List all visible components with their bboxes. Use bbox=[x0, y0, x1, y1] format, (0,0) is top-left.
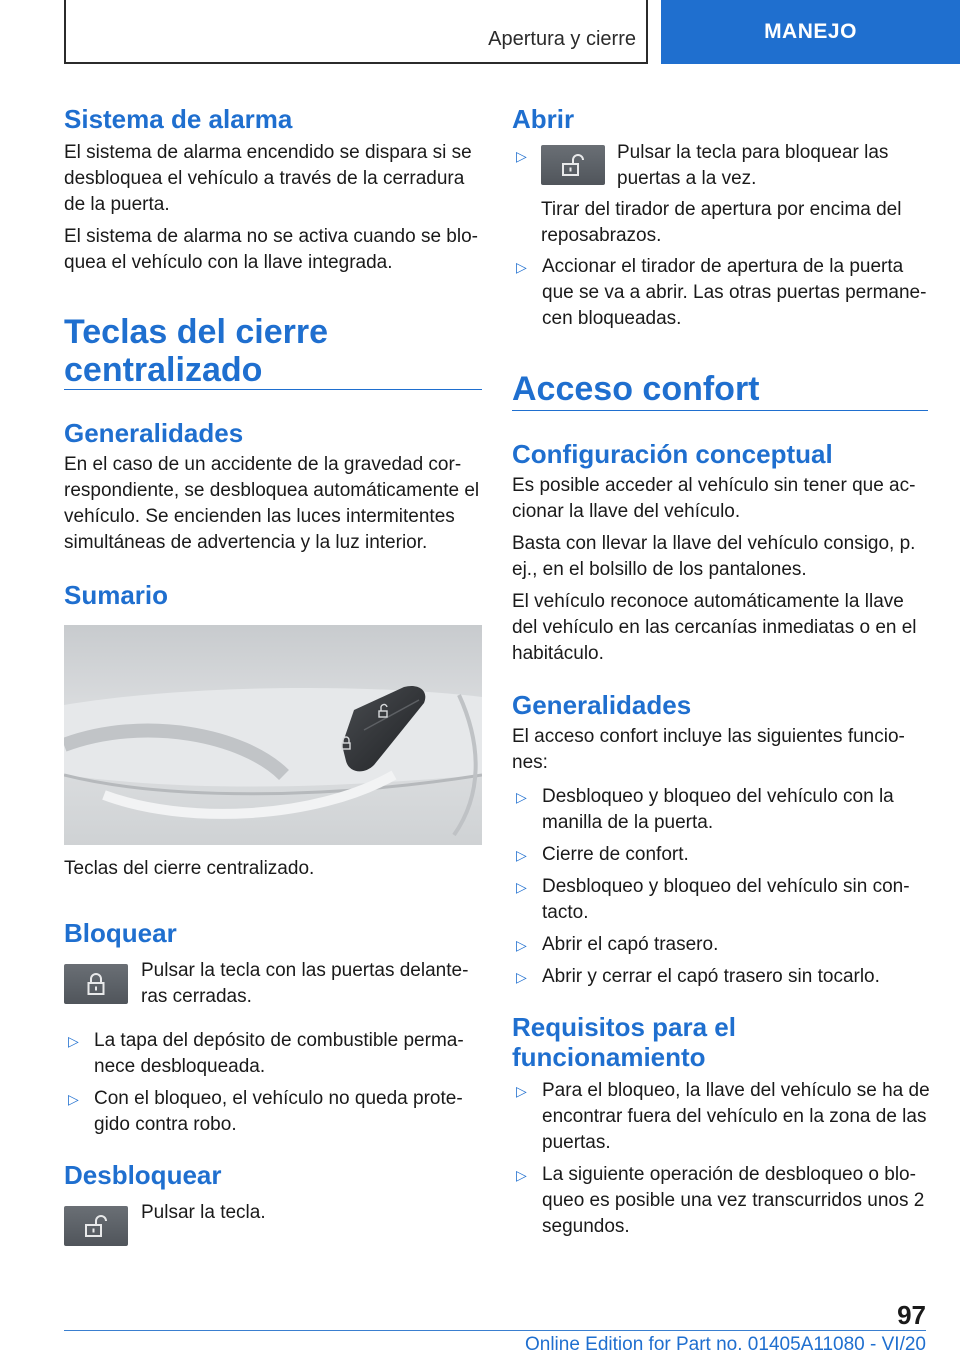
chapter-heading: Acceso confort bbox=[512, 370, 760, 408]
paragraph: El sistema de alarma encendido se dispara si se desbloquea el vehículo a través de la cerradura de la puerta. bbox=[64, 142, 472, 215]
unlock-key-icon bbox=[541, 145, 605, 185]
generalidades-right-block bbox=[512, 690, 930, 990]
list-item: ▷ Desbloqueo y bloqueo del vehículo con la manilla de la puerta. bbox=[512, 784, 930, 836]
bloquear-text-block bbox=[141, 958, 482, 1010]
door-keys-image bbox=[64, 625, 482, 845]
bullet-triangle-icon: ▷ bbox=[516, 847, 527, 863]
edition-footer: Online Edition for Part no. 01405A11080 - VI/20 bbox=[524, 1334, 926, 1355]
bullet-triangle-icon: ▷ bbox=[516, 148, 527, 164]
paragraph: Pulsar la tecla con las puertas delante‐ras cerradas. bbox=[141, 960, 469, 1007]
bullet-triangle-icon: ▷ bbox=[516, 1083, 527, 1099]
image-caption: Teclas del cierre centralizado. bbox=[64, 858, 315, 879]
section-heading-generalidades: Generalidades bbox=[64, 418, 244, 448]
desbloquear-heading-block bbox=[64, 1160, 482, 1190]
bullet-triangle-icon: ▷ bbox=[516, 937, 527, 953]
paragraph: En el caso de un accidente de la gravedad cor‐respondiente, se desbloquea automáticamente el vehículo. Se encienden las luces intermitentes simultáneas de advertencia y la luz interior. bbox=[64, 454, 480, 553]
page-number: 97 bbox=[897, 1300, 926, 1330]
bullet-triangle-icon: ▷ bbox=[516, 1167, 527, 1183]
chapter-heading-line-1: Teclas del cierre bbox=[64, 313, 328, 351]
section-heading-requisitos-2: funcionamiento bbox=[512, 1042, 706, 1072]
abrir-heading-block bbox=[512, 104, 930, 134]
section-heading-config: Configuración conceptual bbox=[512, 439, 833, 469]
section-title: Apertura y cierre bbox=[488, 28, 636, 50]
abrir-key-text bbox=[617, 140, 929, 192]
paragraph: El sistema de alarma no se activa cuando se blo‐quea el vehículo con la llave integrada. bbox=[64, 226, 478, 273]
paragraph: Basta con llevar la llave del vehículo consigo, p. ej., en el bolsillo de los pantalones. bbox=[512, 533, 916, 580]
bullet-triangle-icon: ▷ bbox=[68, 1091, 79, 1107]
abrir-continuation bbox=[541, 197, 929, 249]
heading-rule bbox=[512, 410, 928, 411]
paragraph: Pulsar la tecla. bbox=[141, 1202, 266, 1223]
bullet-triangle-icon: ▷ bbox=[516, 969, 527, 985]
chapter-heading-line-2: centralizado bbox=[64, 351, 263, 389]
left-top-block bbox=[64, 104, 482, 276]
section-heading-bloquear: Bloquear bbox=[64, 918, 177, 948]
paragraph: Pulsar la tecla para bloquear las puertas a la vez. bbox=[617, 142, 889, 189]
list-item: ▷ Para el bloqueo, la llave del vehículo se ha de encontrar fuera del vehículo en la zona de las puertas. bbox=[512, 1078, 930, 1156]
list-item: ▷ Accionar el tirador de apertura de la puerta que se va a abrir. Las otras puertas permane‐cen bloqueadas. bbox=[512, 254, 930, 332]
lock-key-icon bbox=[64, 964, 128, 1004]
paragraph: Tirar del tirador de apertura por encima del reposabrazos. bbox=[541, 199, 902, 246]
section-heading-generalidades: Generalidades bbox=[512, 690, 692, 720]
list-item: ▷ Desbloqueo y bloqueo del vehículo sin con‐tacto. bbox=[512, 874, 930, 926]
heading-rule bbox=[64, 389, 482, 390]
section-heading-abrir: Abrir bbox=[512, 104, 575, 134]
sumario-block bbox=[64, 580, 482, 610]
unlock-key-icon bbox=[64, 1206, 128, 1246]
bullet-triangle-icon: ▷ bbox=[516, 259, 527, 275]
list-item: ▷ La siguiente operación de desbloqueo o blo‐queo es posible una vez transcurridos unos 2 segundos. bbox=[512, 1162, 930, 1240]
acceso-heading-block bbox=[512, 370, 930, 408]
bloquear-bullets bbox=[64, 1028, 482, 1138]
image-caption-block bbox=[64, 856, 482, 882]
list-item: ▷ Abrir el capó trasero. bbox=[512, 932, 930, 958]
bullet-triangle-icon: ▷ bbox=[68, 1033, 79, 1049]
paragraph: Es posible acceder al vehículo sin tener que ac‐cionar la llave del vehículo. bbox=[512, 475, 916, 522]
abrir-bullets bbox=[512, 254, 930, 332]
generalidades-block bbox=[64, 418, 482, 556]
list-item: ▷ Abrir y cerrar el capó trasero sin tocarlo. bbox=[512, 964, 930, 990]
desbloquear-text-block bbox=[141, 1200, 482, 1226]
paragraph: El acceso confort incluye las siguientes funcio‐nes: bbox=[512, 726, 905, 773]
door-handle-illustration bbox=[64, 625, 482, 845]
footer-rule bbox=[64, 1330, 926, 1331]
paragraph: El vehículo reconoce automáticamente la llave del vehículo en las cercanías inmediatas o en el habitáculo. bbox=[512, 591, 917, 664]
section-heading-requisitos-1: Requisitos para el bbox=[512, 1012, 736, 1042]
section-heading-desbloquear: Desbloquear bbox=[64, 1160, 222, 1190]
list-item: ▷ La tapa del depósito de combustible perma‐nece desbloqueada. bbox=[64, 1028, 482, 1080]
requisitos-block bbox=[512, 1012, 930, 1240]
bullet-triangle-icon: ▷ bbox=[516, 879, 527, 895]
bullet-triangle-icon: ▷ bbox=[516, 789, 527, 805]
list-item: ▷ Con el bloqueo, el vehículo no queda prote‐gido contra robo. bbox=[64, 1086, 482, 1138]
chapter-heading-block bbox=[64, 313, 482, 389]
list-item: ▷ Cierre de confort. bbox=[512, 842, 930, 868]
section-heading-sumario: Sumario bbox=[64, 580, 169, 610]
config-block bbox=[512, 439, 930, 667]
chapter-tab: MANEJO bbox=[661, 0, 960, 64]
bloquear-heading-block bbox=[64, 918, 482, 948]
section-heading-alarma: Sistema de alarma bbox=[64, 104, 293, 134]
